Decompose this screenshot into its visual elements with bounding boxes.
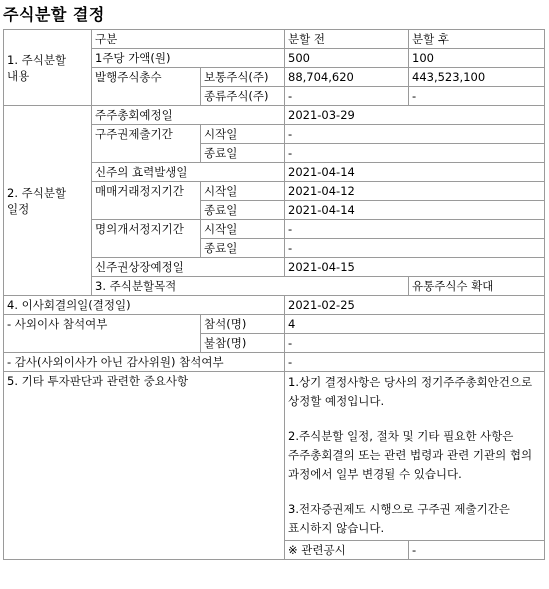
- table-row: [4, 315, 545, 334]
- auditor-value: -: [285, 353, 545, 372]
- meeting-date-label: 주주총회예정일: [92, 106, 285, 125]
- header-after: 분할 후: [409, 30, 545, 49]
- transfer-halt-end-value: -: [285, 239, 545, 258]
- cert-submit-end-label: 종료일: [201, 144, 285, 163]
- table-row: [4, 353, 545, 372]
- meeting-date-value: 2021-03-29: [285, 106, 545, 125]
- new-effective-label: 신주의 효력발생일: [92, 163, 285, 182]
- section-4-value: 2021-02-25: [285, 296, 545, 315]
- other-shares-before: -: [285, 87, 409, 106]
- present-label: 참석(명): [201, 315, 285, 334]
- transfer-halt-label: 명의개서정지기간: [92, 220, 201, 258]
- trading-halt-end-value: 2021-04-14: [285, 201, 545, 220]
- disclosure-table: [3, 29, 545, 560]
- section-4-label: 4. 이사회결의일(결정일): [4, 296, 285, 315]
- transfer-halt-start-value: -: [285, 220, 545, 239]
- trading-halt-start-value: 2021-04-12: [285, 182, 545, 201]
- section-5-memo: [285, 372, 545, 541]
- new-effective-value: 2021-04-14: [285, 163, 545, 182]
- section-3-value: 유통주식수 확대: [409, 277, 545, 296]
- transfer-halt-start-label: 시작일: [201, 220, 285, 239]
- memo-paragraph: 2.주식분할 일정, 절차 및 기타 필요한 사항은 주주총회결의 또는 관련 법령과 관련 기관의 협의 과정에서 일부 변경될 수 있습니다.: [288, 429, 533, 481]
- outside-directors-label: - 사외이사 참석여부: [4, 315, 201, 353]
- other-shares-after: -: [409, 87, 545, 106]
- related-disclosure-value: -: [409, 541, 545, 560]
- trading-halt-end-label: 종료일: [201, 201, 285, 220]
- common-shares-after: 443,523,100: [409, 68, 545, 87]
- issued-shares-label: 발행주식총수: [92, 68, 201, 106]
- page-title: 주식분할 결정: [3, 5, 105, 24]
- absent-value: -: [285, 334, 545, 353]
- auditor-label: - 감사(사외이사가 아닌 감사위원) 참석여부: [4, 353, 285, 372]
- par-value-label: 1주당 가액(원): [92, 49, 285, 68]
- section-2-label: 2. 주식분할 일정: [4, 106, 92, 296]
- section-5-label: 5. 기타 투자판단과 관련한 중요사항: [4, 372, 285, 560]
- par-value-before: 500: [285, 49, 409, 68]
- section-3-label: 3. 주식분할목적: [92, 277, 409, 296]
- memo-paragraph: 3.전자증권제도 시행으로 구주권 제출기간은 표시하지 않습니다.: [288, 502, 510, 535]
- other-shares-label: 종류주식(주): [201, 87, 285, 106]
- listing-date-label: 신주권상장예정일: [92, 258, 285, 277]
- table-row: [4, 296, 545, 315]
- cert-submit-end-value: -: [285, 144, 545, 163]
- common-shares-label: 보통주식(주): [201, 68, 285, 87]
- trading-halt-label: 매매거래정지기간: [92, 182, 201, 220]
- section-1-label: 1. 주식분할 내용: [4, 30, 92, 106]
- present-value: 4: [285, 315, 545, 334]
- par-value-after: 100: [409, 49, 545, 68]
- trading-halt-start-label: 시작일: [201, 182, 285, 201]
- listing-date-value: 2021-04-15: [285, 258, 545, 277]
- cert-submit-start-label: 시작일: [201, 125, 285, 144]
- header-before: 분할 전: [285, 30, 409, 49]
- cert-submit-start-value: -: [285, 125, 545, 144]
- related-disclosure-label: ※ 관련공시: [285, 541, 409, 560]
- common-shares-before: 88,704,620: [285, 68, 409, 87]
- transfer-halt-end-label: 종료일: [201, 239, 285, 258]
- table-row: [4, 372, 545, 541]
- table-row: [4, 106, 545, 125]
- cert-submit-label: 구주권제출기간: [92, 125, 201, 163]
- header-gubun: 구분: [92, 30, 285, 49]
- table-row: [4, 30, 545, 49]
- absent-label: 불참(명): [201, 334, 285, 353]
- memo-paragraph: 1.상기 결정사항은 당사의 정기주주총회안건으로 상정할 예정입니다.: [288, 375, 533, 408]
